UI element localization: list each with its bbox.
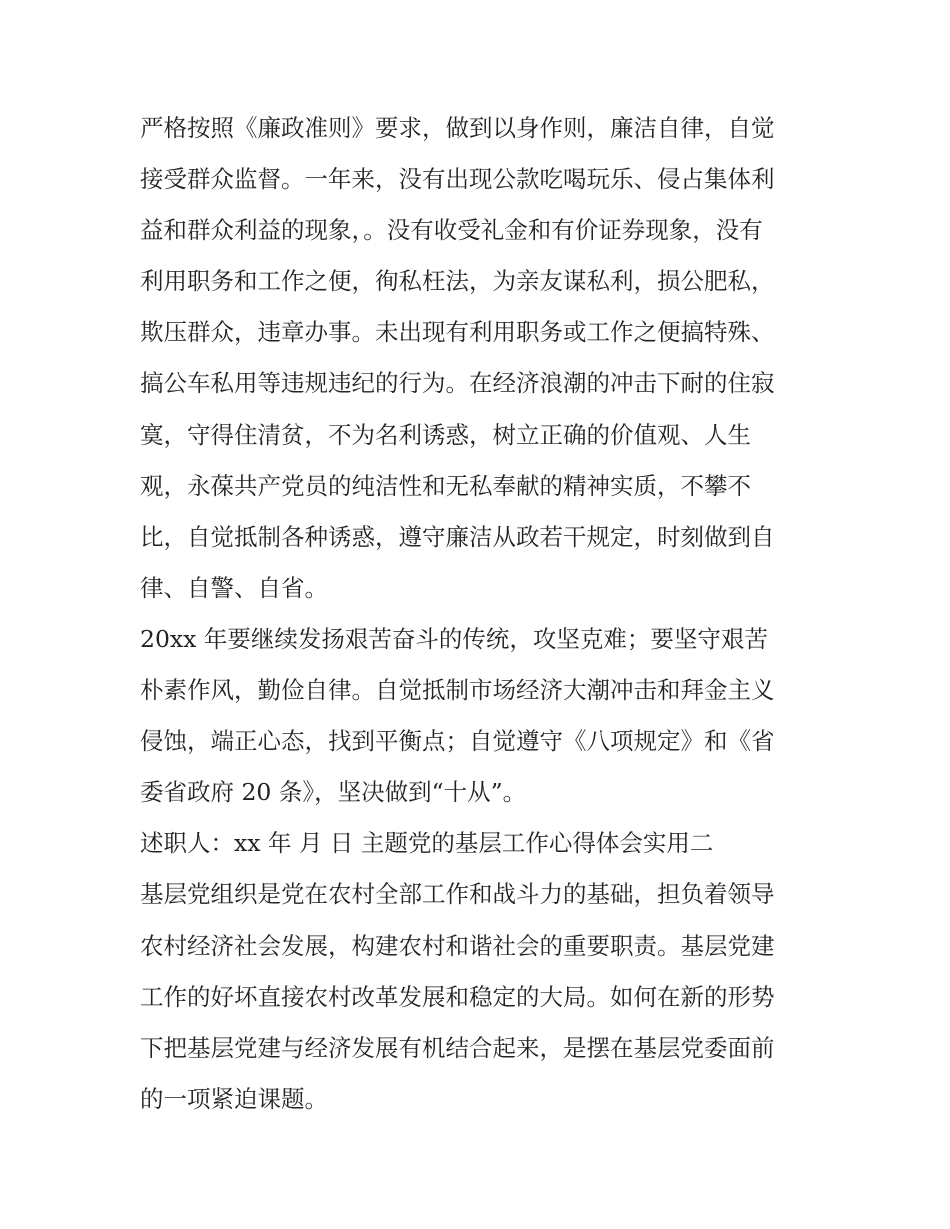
text-line: 述职人：xx 年 月 日 主题党的基层工作心得体会实用二 [140, 829, 714, 858]
text-line: 益和群众利益的现象，。没有收受礼金和有价证券现象，没有 [140, 216, 763, 245]
paragraph-integrity [140, 103, 820, 614]
paragraph-signature [140, 818, 820, 869]
text-line: 比，自觉抵制各种诱惑，遵守廉洁从政若干规定，时刻做到自 [140, 522, 775, 551]
text-line: 严格按照《廉政准则》要求，做到以身作则，廉洁自律，自觉 [140, 114, 775, 142]
document-body [140, 103, 820, 1125]
text-line: 律、自警、自省。 [140, 573, 328, 602]
paragraph-plan [140, 614, 820, 818]
text-line: 寞，守得住清贫，不为名利诱惑，树立正确的价值观、人生 [140, 420, 751, 449]
text-line: 委省政府 20 条》，坚决做到“十从”。 [140, 778, 527, 807]
text-line: 农村经济社会发展，构建农村和谐社会的重要职责。基层党建 [140, 931, 775, 960]
text-line: 欺压群众，违章办事。未出现有利用职务或工作之便搞特殊、 [140, 318, 775, 347]
text-line: 搞公车私用等违规违纪的行为。在经济浪潮的冲击下耐的住寂 [140, 369, 775, 398]
text-line: 的一项紧迫课题。 [140, 1084, 328, 1113]
text-line: 20xx 年要继续发扬艰苦奋斗的传统，攻坚克难；要坚守艰苦 [140, 624, 768, 653]
text-line: 侵蚀，端正心态，找到平衡点；自觉遵守《八项规定》和《省 [140, 727, 775, 756]
paragraph-grassroots [140, 869, 820, 1124]
text-line: 利用职务和工作之便，徇私枉法，为亲友谋私利，损公肥私， [140, 267, 775, 296]
text-line: 朴素作风，勤俭自律。自觉抵制市场经济大潮冲击和拜金主义 [140, 676, 775, 705]
text-line: 观，永葆共产党员的纯洁性和无私奉献的精神实质，不攀不 [140, 471, 751, 500]
text-line: 接受群众监督。一年来，没有出现公款吃喝玩乐、侵占集体利 [140, 165, 775, 194]
text-line: 下把基层党建与经济发展有机结合起来，是摆在基层党委面前 [140, 1033, 775, 1062]
text-line: 工作的好坏直接农村改革发展和稳定的大局。如何在新的形势 [140, 982, 775, 1011]
text-line: 基层党组织是党在农村全部工作和战斗力的基础，担负着领导 [140, 880, 775, 909]
